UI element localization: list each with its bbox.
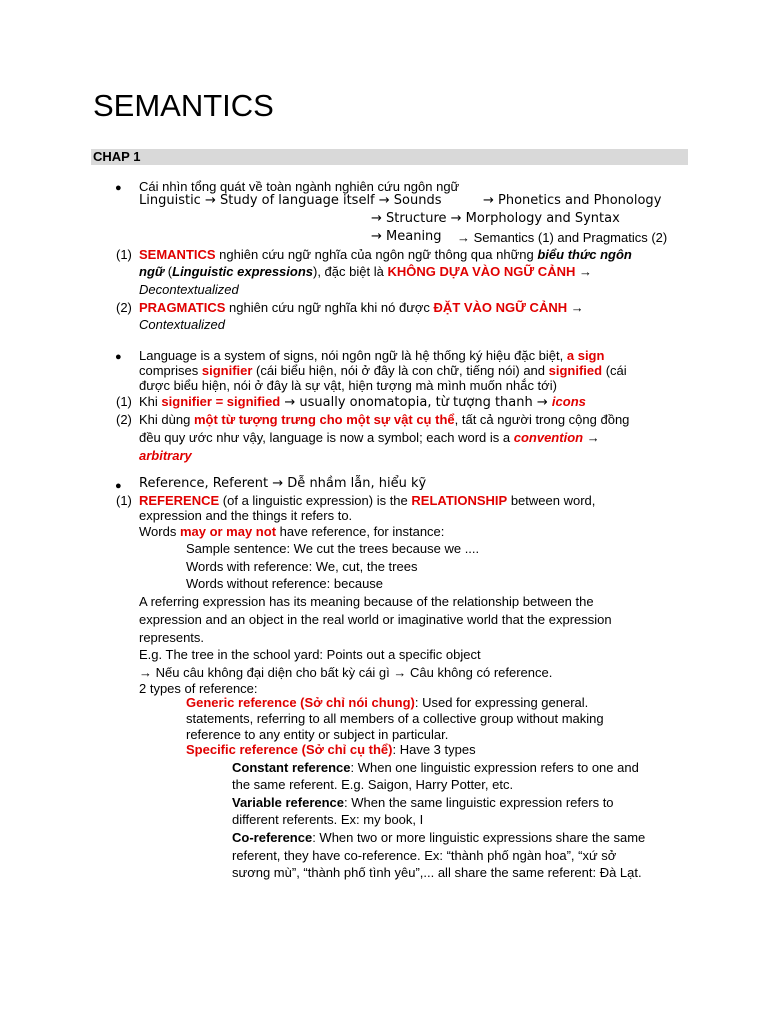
co-reference-term: Co-reference — [232, 830, 313, 845]
meaning-branch: → Semantics (1) and Pragmatics (2) — [457, 230, 668, 245]
text: nghiên cứu ngữ nghĩa của ngôn ngữ thông qua những — [215, 247, 538, 262]
text: between word, — [507, 493, 596, 508]
arrow: → — [567, 300, 584, 315]
no-reference-line: → Nếu câu không đại diện cho bất kỳ cái gì → Câu không có reference. — [139, 665, 553, 680]
text: : When one linguistic expression refers to one and — [350, 760, 639, 775]
reference-term: REFERENCE — [139, 493, 220, 508]
text: : Used for expressing general. — [414, 695, 589, 710]
eg-tree-line: E.g. The tree in the school yard: Points out a specific object — [139, 647, 481, 662]
symbol-line1 — [139, 412, 629, 428]
text: Words — [139, 524, 180, 539]
variable-reference-line2: different referents. Ex: my book, I — [232, 812, 424, 827]
bullet-icon: ● — [115, 351, 122, 363]
bullet-icon: ● — [115, 480, 122, 492]
bullet-icon: ● — [115, 182, 122, 194]
text: (cái — [602, 363, 627, 378]
referring-expression-line3: represents. — [139, 630, 205, 645]
signs-line1 — [139, 348, 604, 364]
list-number: (2) — [116, 412, 132, 427]
pragmatics-definition — [139, 300, 584, 316]
signs-line2 — [139, 363, 627, 379]
specific-reference-line — [186, 742, 476, 758]
dat-vao-term: ĐẶT VÀO NGỮ CẢNH — [433, 300, 568, 315]
text: Khi dùng — [139, 412, 194, 427]
example-sample: Sample sentence: We cut the trees because we .... — [186, 541, 480, 556]
generic-reference-line3: reference to any entity or subject in particular. — [186, 727, 449, 742]
pragmatics-term: PRAGMATICS — [139, 300, 226, 315]
constant-reference-term: Constant reference — [232, 760, 351, 775]
icons-term: icons — [551, 394, 586, 409]
text: : When two or more linguistic expressions share the same — [312, 830, 646, 845]
co-reference-line3: sương mù”, “thành phố tình yêu”,... all share the same referent: Đà Lạt. — [232, 865, 642, 880]
constant-reference-line2: the same referent. E.g. Saigon, Harry Potter, etc. — [232, 777, 514, 792]
page-title: SEMANTICS — [93, 88, 274, 123]
meaning-label: → Meaning — [371, 229, 442, 244]
constant-reference-line1 — [232, 760, 639, 776]
bieu-thuc-term: biểu thức ngôn — [537, 247, 632, 262]
chapter-heading: CHAP 1 — [93, 149, 141, 164]
ngu-term: ngữ — [139, 264, 165, 279]
contextualized: Contextualized — [139, 317, 225, 332]
semantics-term: SEMANTICS — [139, 247, 216, 262]
list-number: (2) — [116, 300, 132, 315]
list-number: (1) — [116, 247, 132, 262]
text: → usually onomatopia, từ tượng thanh → — [280, 395, 552, 410]
text: ), đặc biệt là — [313, 264, 388, 279]
phonetics-line: → Phonetics and Phonology — [483, 193, 662, 208]
text: : Have 3 types — [392, 742, 476, 757]
signs-line3: được biểu hiện, nói ở đây là sự vật, hiện tượng mà mình muốn nhắc tới) — [139, 378, 557, 393]
decontextualized: Decontextualized — [139, 282, 239, 297]
signified-term: signified — [548, 363, 603, 378]
specific-reference-term: Specific reference (Sở chỉ cụ thể) — [186, 742, 393, 757]
two-types-line: 2 types of reference: — [139, 681, 258, 696]
words-may-line — [139, 524, 444, 540]
icons-line — [139, 394, 586, 411]
signifier-term: signifier — [201, 363, 253, 378]
arrow: → — [583, 430, 600, 445]
reference-def-line2: expression and the things it refers to. — [139, 508, 353, 523]
signifier-equals-signified: signifier = signified — [161, 394, 281, 409]
text: : When the same linguistic expression refers to — [344, 795, 614, 810]
linguistic-line: Linguistic → Study of language itself → Sounds — [139, 193, 442, 208]
example-without-reference: Words without reference: because — [186, 576, 384, 591]
generic-reference-line2: statements, referring to all members of a collective group without making — [186, 711, 604, 726]
text: (of a linguistic expression) is the — [219, 493, 412, 508]
semantics-definition-line1 — [139, 247, 632, 263]
text: nghiên cứu ngữ nghĩa khi nó được — [225, 300, 434, 315]
text: have reference, for instance: — [276, 524, 445, 539]
variable-reference-term: Variable reference — [232, 795, 345, 810]
text: ( — [164, 264, 173, 279]
referring-expression-line1: A referring expression has its meaning because of the relationship between the — [139, 594, 594, 609]
structure-line: → Structure → Morphology and Syntax — [371, 211, 620, 226]
arbitrary-term: arbitrary — [139, 448, 192, 463]
co-reference-line2: referent, they have co-reference. Ex: “thành phố ngàn hoa”, “xứ sở — [232, 848, 617, 863]
text: , tất cả người trong cộng đồng — [454, 412, 630, 427]
overview-intro: Cái nhìn tổng quát về toàn ngành nghiên cứu ngôn ngữ — [139, 179, 460, 194]
symbol-line2 — [139, 430, 600, 446]
reference-def-line1 — [139, 493, 595, 509]
linguistic-expressions-term: Linguistic expressions — [172, 264, 313, 279]
text: Language is a system of signs, nói ngôn ngữ là hệ thống ký hiệu đặc biệt, — [139, 348, 567, 363]
reference-heading: Reference, Referent → Dễ nhầm lẫn, hiểu kỹ — [139, 476, 427, 491]
text: (cái biểu hiện, nói ở đây là con chữ, tiếng nói) and — [252, 363, 549, 378]
chapter-heading-bar — [91, 149, 688, 165]
semantics-definition-line2 — [139, 264, 592, 280]
convention-term: convention — [513, 430, 584, 445]
co-reference-line1 — [232, 830, 645, 846]
list-number: (1) — [116, 493, 132, 508]
text: comprises — [139, 363, 202, 378]
list-number: (1) — [116, 394, 132, 409]
khong-dua-term: KHÔNG DỰA VÀO NGỮ CẢNH — [387, 264, 576, 279]
generic-reference-line1 — [186, 695, 588, 711]
text: Khi — [139, 394, 162, 409]
generic-reference-term: Generic reference (Sở chỉ nói chung) — [186, 695, 415, 710]
referring-expression-line2: expression and an object in the real world or imaginative world that the expression — [139, 612, 612, 627]
text: đều quy ước như vậy, language is now a symbol; each word is a — [139, 430, 514, 445]
a-sign-term: a sign — [566, 348, 605, 363]
variable-reference-line1 — [232, 795, 614, 811]
arrow: → — [575, 264, 592, 279]
example-with-reference: Words with reference: We, cut, the trees — [186, 559, 418, 574]
symbol-term: một từ tượng trưng cho một sự vật cụ thể — [193, 412, 455, 427]
relationship-term: RELATIONSHIP — [411, 493, 508, 508]
may-or-may-not-term: may or may not — [179, 524, 277, 539]
